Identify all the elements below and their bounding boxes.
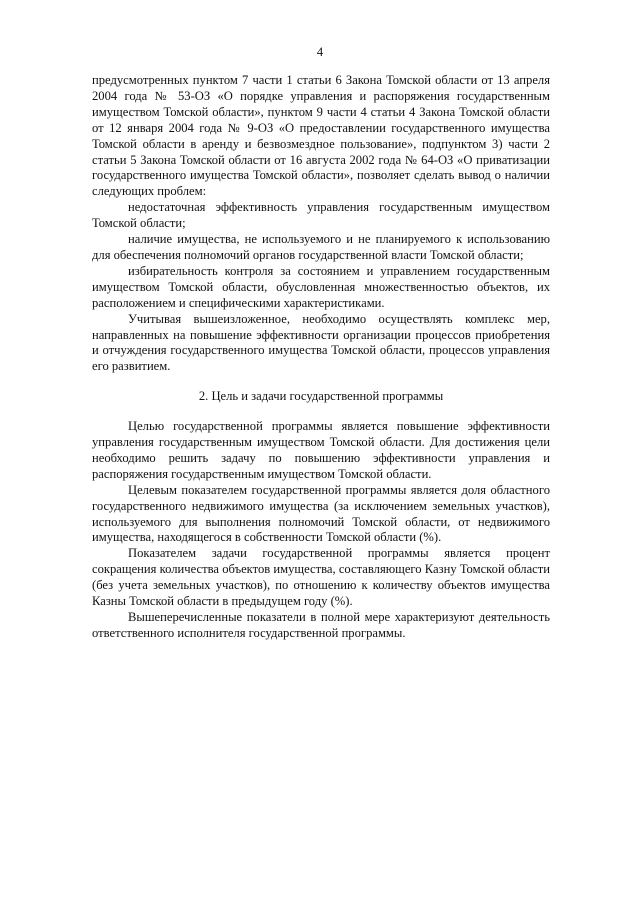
paragraph-problems-intro: предусмотренных пунктом 7 части 1 статьи 6 Закона Томской области от 13 апреля 2004 года № 53-ОЗ «О порядке управления и распоряжения государственным имуществом Томской области», пунктом 9 части 4 статьи 4 Закона Томской области от 12 января 2004 года № 9-ОЗ «О предоставлении государственного имущества Томской области в аренду и безвозмездное пользование», подпунктом 3) части 2 статьи 5 Закона Томской области от 16 августа 2002 года № 64-ОЗ «О приватизации государственного имущества Томской области», позволяет сделать вывод о наличии следующих проблем: bbox=[92, 73, 550, 199]
paragraph-goal: Целью государственной программы является повышение эффективности управления государственным имуществом Томской области. Для достижения цели необходимо решить задачу по повышению эффективности управления и распоряжения государственным имуществом Томской области. bbox=[92, 419, 550, 481]
document-body bbox=[92, 73, 550, 642]
paragraph-problem-1: недостаточная эффективность управления государственным имуществом Томской области; bbox=[92, 200, 550, 231]
paragraph-problem-3: избирательность контроля за состоянием и управлением государственным имуществом Томской области, обусловленная множественностью объектов, их расположением и специфическими характеристиками. bbox=[92, 263, 550, 310]
section-heading: 2. Цель и задачи государственной программы bbox=[198, 389, 444, 404]
paragraph-summary: Вышеперечисленные показатели в полной мере характеризуют деятельность ответственного исполнителя государственной программы. bbox=[92, 610, 550, 640]
paragraph-target-indicator: Целевым показателем государственной программы является доля областного государственного недвижимого имущества (за исключением земельных участков), используемого для выполнения полномочий Томской области, от недвижимого имущества, находящегося в собственности Томской области (%). bbox=[92, 482, 550, 545]
paragraph-task-indicator: Показателем задачи государственной программы является процент сокращения количества объектов имущества, составляющего Казну Томской области (без учета земельных участков), по отношению к количеству объектов имущества Казны Томской области в предыдущем году (%). bbox=[92, 546, 550, 609]
page-number: 4 bbox=[316, 45, 324, 59]
paragraph-problem-2: наличие имущества, не используемого и не планируемого к использованию для обеспечения полномочий органов государственной власти Томской области; bbox=[92, 232, 550, 262]
paragraph-conclusion: Учитывая вышеизложенное, необходимо осуществлять комплекс мер, направленных на повышение эффективности организации процессов приобретения и отчуждения государственного имущества Томской области, процессов управления его развитием. bbox=[92, 311, 550, 374]
